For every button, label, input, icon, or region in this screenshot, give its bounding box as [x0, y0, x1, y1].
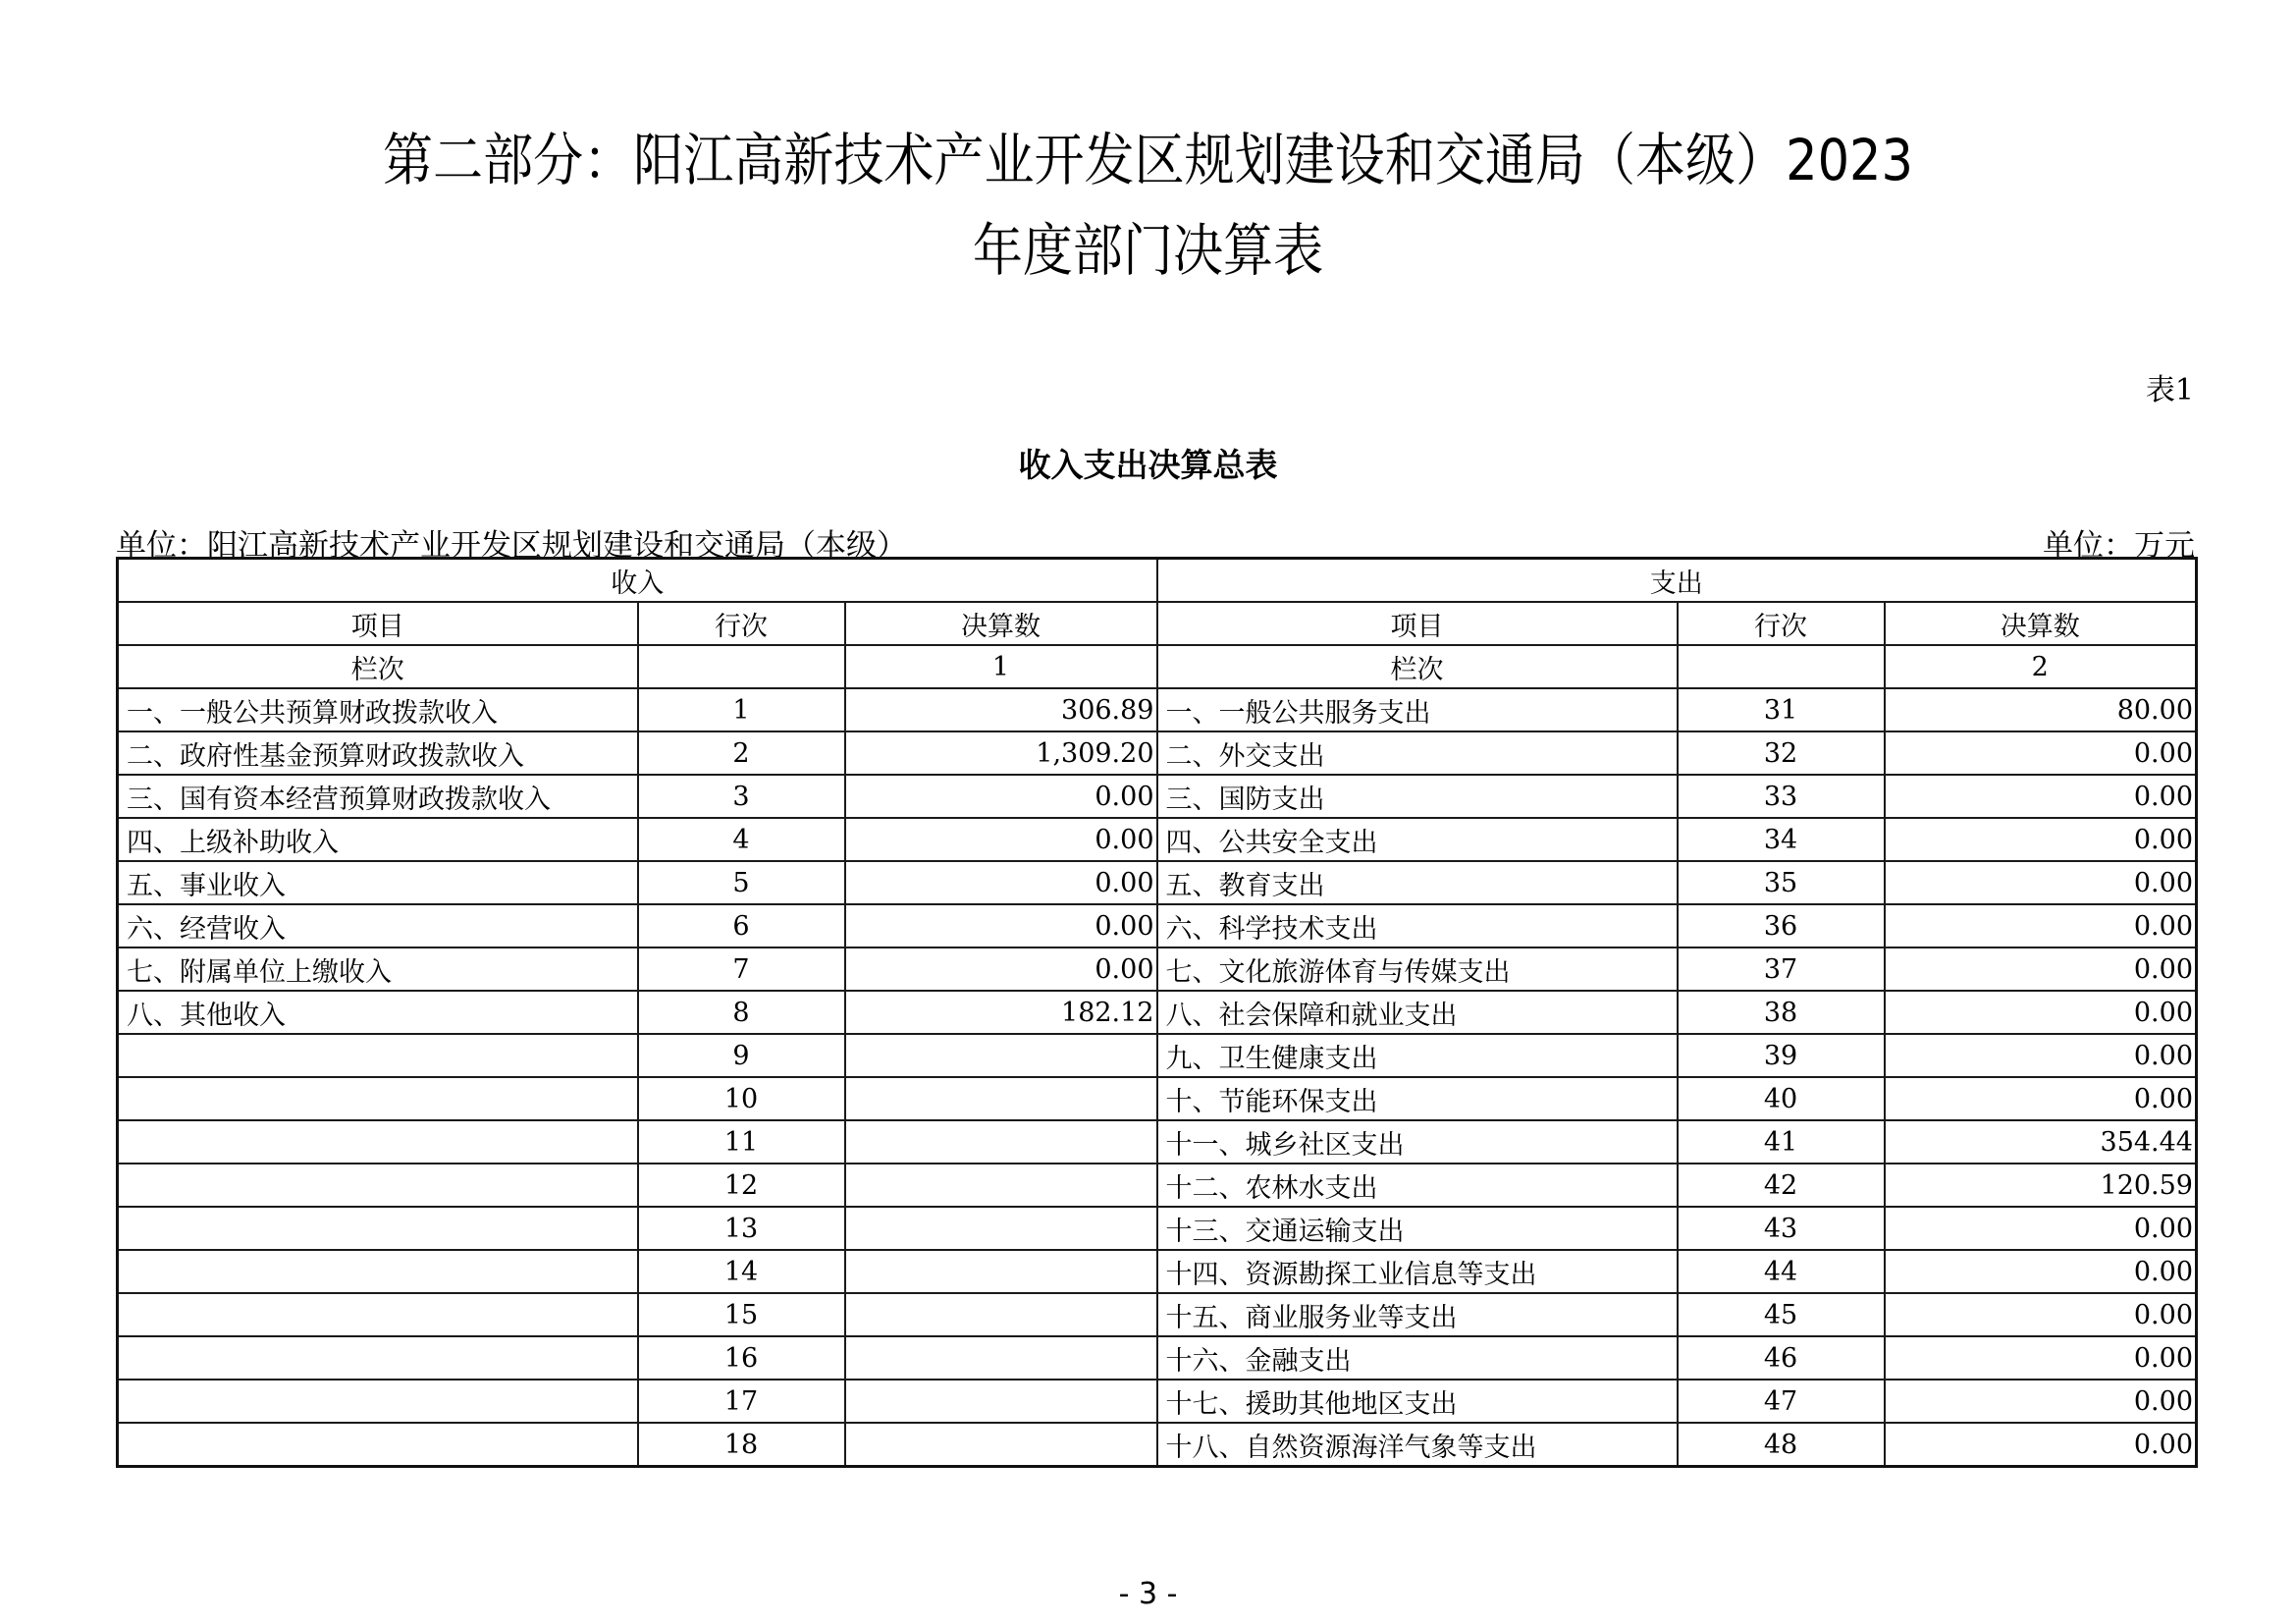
expense-row-no: 44: [1678, 1250, 1885, 1293]
income-row-no: 11: [638, 1120, 845, 1164]
income-item: [118, 1293, 638, 1336]
document-title-line-1: 第二部分：阳江高新技术产业开发区规划建设和交通局（本级）2023: [382, 127, 1914, 193]
expense-row-no: 37: [1678, 947, 1885, 991]
income-amount: 0.00: [845, 947, 1157, 991]
table-row: [118, 1250, 2197, 1293]
expense-column-index-blank: [1678, 645, 1885, 688]
expense-amount: 120.59: [1885, 1164, 2197, 1207]
page-number: - 3 -: [1118, 1577, 1178, 1611]
expense-amount: 0.00: [1885, 1293, 2197, 1336]
expense-item: 十四、资源勘探工业信息等支出: [1157, 1250, 1678, 1293]
table-row: [118, 1423, 2197, 1467]
income-amount: [845, 1077, 1157, 1120]
expense-row-no: 33: [1678, 775, 1885, 818]
table-row: [118, 688, 2197, 731]
table-row: [118, 947, 2197, 991]
income-item: 八、其他收入: [118, 991, 638, 1034]
expense-amount: 0.00: [1885, 1336, 2197, 1380]
expense-amount: 0.00: [1885, 1250, 2197, 1293]
expense-amount: 0.00: [1885, 818, 2197, 861]
expense-amount: 0.00: [1885, 731, 2197, 775]
income-row-no: 10: [638, 1077, 845, 1120]
expense-row-no: 46: [1678, 1336, 1885, 1380]
expense-row-no: 35: [1678, 861, 1885, 904]
table-row: [118, 861, 2197, 904]
expense-item: 三、国防支出: [1157, 775, 1678, 818]
income-item: [118, 1336, 638, 1380]
income-row-no: 5: [638, 861, 845, 904]
table-row: [118, 1336, 2197, 1380]
income-item: [118, 1034, 638, 1077]
table-row: [118, 991, 2197, 1034]
income-amount: [845, 1380, 1157, 1423]
section-header-row: [118, 559, 2197, 603]
table-row: [118, 1034, 2197, 1077]
income-item: 三、国有资本经营预算财政拨款收入: [118, 775, 638, 818]
expense-row-no: 31: [1678, 688, 1885, 731]
expense-row-no: 45: [1678, 1293, 1885, 1336]
expense-item: 六、科学技术支出: [1157, 904, 1678, 947]
table-row: [118, 904, 2197, 947]
column-header-row: [118, 602, 2197, 645]
expense-item: 十、节能环保支出: [1157, 1077, 1678, 1120]
expense-amount: 0.00: [1885, 861, 2197, 904]
income-amount: 306.89: [845, 688, 1157, 731]
expense-item: 十六、金融支出: [1157, 1336, 1678, 1380]
expense-row-no: 39: [1678, 1034, 1885, 1077]
expense-item: 十七、援助其他地区支出: [1157, 1380, 1678, 1423]
expense-row-no: 34: [1678, 818, 1885, 861]
table-row: [118, 1207, 2197, 1250]
income-row-no: 2: [638, 731, 845, 775]
table-row: [118, 775, 2197, 818]
expense-amount: 0.00: [1885, 1207, 2197, 1250]
expense-section-header: 支出: [1157, 559, 2197, 603]
table-row: [118, 1293, 2197, 1336]
income-amount: [845, 1207, 1157, 1250]
income-row-no: 17: [638, 1380, 845, 1423]
income-amount-header: 决算数: [845, 602, 1157, 645]
income-item: [118, 1250, 638, 1293]
expense-amount: 0.00: [1885, 1034, 2197, 1077]
table-row: [118, 1164, 2197, 1207]
expense-item: 十一、城乡社区支出: [1157, 1120, 1678, 1164]
income-amount: 0.00: [845, 775, 1157, 818]
income-amount: 0.00: [845, 861, 1157, 904]
income-expense-summary-table: [116, 557, 2198, 1468]
income-item: 一、一般公共预算财政拨款收入: [118, 688, 638, 731]
currency-unit-label: 单位：万元: [2043, 528, 2195, 564]
income-item: 七、附属单位上缴收入: [118, 947, 638, 991]
expense-item: 二、外交支出: [1157, 731, 1678, 775]
income-row-no: 16: [638, 1336, 845, 1380]
expense-amount-header: 决算数: [1885, 602, 2197, 645]
income-column-index: 1: [845, 645, 1157, 688]
expense-item: 十三、交通运输支出: [1157, 1207, 1678, 1250]
income-row-no: 6: [638, 904, 845, 947]
income-section-header: 收入: [118, 559, 1157, 603]
income-row-no: 1: [638, 688, 845, 731]
income-amount: [845, 1423, 1157, 1467]
expense-amount: 0.00: [1885, 947, 2197, 991]
income-amount: 1,309.20: [845, 731, 1157, 775]
income-column-index-blank: [638, 645, 845, 688]
column-index-row: [118, 645, 2197, 688]
expense-row-no: 32: [1678, 731, 1885, 775]
income-row-no: 3: [638, 775, 845, 818]
expense-item: 四、公共安全支出: [1157, 818, 1678, 861]
expense-item: 十五、商业服务业等支出: [1157, 1293, 1678, 1336]
expense-item: 七、文化旅游体育与传媒支出: [1157, 947, 1678, 991]
table-row: [118, 1077, 2197, 1120]
expense-row-no: 38: [1678, 991, 1885, 1034]
table-row: [118, 1380, 2197, 1423]
expense-amount: 0.00: [1885, 1380, 2197, 1423]
income-amount: 0.00: [845, 904, 1157, 947]
income-row-no: 9: [638, 1034, 845, 1077]
expense-column-index: 2: [1885, 645, 2197, 688]
table-row: [118, 731, 2197, 775]
expense-row-no: 43: [1678, 1207, 1885, 1250]
document-title-line-2: 年度部门决算表: [972, 217, 1324, 284]
expense-amount: 0.00: [1885, 991, 2197, 1034]
table-title: 收入支出决算总表: [1018, 446, 1278, 484]
expense-row-no: 41: [1678, 1120, 1885, 1164]
income-row-no: 15: [638, 1293, 845, 1336]
expense-row-no: 42: [1678, 1164, 1885, 1207]
income-row-no: 12: [638, 1164, 845, 1207]
expense-item: 十八、自然资源海洋气象等支出: [1157, 1423, 1678, 1467]
income-row-no-header: 行次: [638, 602, 845, 645]
expense-amount: 0.00: [1885, 904, 2197, 947]
expense-row-no-header: 行次: [1678, 602, 1885, 645]
expense-item: 九、卫生健康支出: [1157, 1034, 1678, 1077]
table-row: [118, 818, 2197, 861]
income-item-header: 项目: [118, 602, 638, 645]
reporting-unit-label: 单位：阳江高新技术产业开发区规划建设和交通局（本级）: [116, 528, 907, 564]
income-row-no: 14: [638, 1250, 845, 1293]
income-item: 四、上级补助收入: [118, 818, 638, 861]
expense-amount: 0.00: [1885, 775, 2197, 818]
income-item: [118, 1077, 638, 1120]
income-amount: 0.00: [845, 818, 1157, 861]
expense-amount: 80.00: [1885, 688, 2197, 731]
income-amount: [845, 1250, 1157, 1293]
income-row-no: 7: [638, 947, 845, 991]
income-row-no: 13: [638, 1207, 845, 1250]
income-amount: [845, 1293, 1157, 1336]
income-item: 五、事业收入: [118, 861, 638, 904]
income-amount: [845, 1336, 1157, 1380]
expense-amount: 0.00: [1885, 1077, 2197, 1120]
expense-item: 五、教育支出: [1157, 861, 1678, 904]
income-item: 六、经营收入: [118, 904, 638, 947]
expense-amount: 0.00: [1885, 1423, 2197, 1467]
income-item: [118, 1423, 638, 1467]
expense-row-no: 36: [1678, 904, 1885, 947]
income-amount: [845, 1120, 1157, 1164]
income-amount: [845, 1034, 1157, 1077]
income-item: [118, 1207, 638, 1250]
income-item: [118, 1164, 638, 1207]
income-amount: [845, 1164, 1157, 1207]
income-column-index-label: 栏次: [118, 645, 638, 688]
income-row-no: 4: [638, 818, 845, 861]
income-item: 二、政府性基金预算财政拨款收入: [118, 731, 638, 775]
table-row: [118, 1120, 2197, 1164]
expense-item: 八、社会保障和就业支出: [1157, 991, 1678, 1034]
expense-row-no: 48: [1678, 1423, 1885, 1467]
table-number: 表1: [2145, 373, 2194, 407]
income-amount: 182.12: [845, 991, 1157, 1034]
income-row-no: 8: [638, 991, 845, 1034]
expense-item: 一、一般公共服务支出: [1157, 688, 1678, 731]
income-item: [118, 1120, 638, 1164]
expense-column-index-label: 栏次: [1157, 645, 1678, 688]
expense-item: 十二、农林水支出: [1157, 1164, 1678, 1207]
expense-item-header: 项目: [1157, 602, 1678, 645]
expense-amount: 354.44: [1885, 1120, 2197, 1164]
income-item: [118, 1380, 638, 1423]
expense-row-no: 47: [1678, 1380, 1885, 1423]
income-row-no: 18: [638, 1423, 845, 1467]
expense-row-no: 40: [1678, 1077, 1885, 1120]
